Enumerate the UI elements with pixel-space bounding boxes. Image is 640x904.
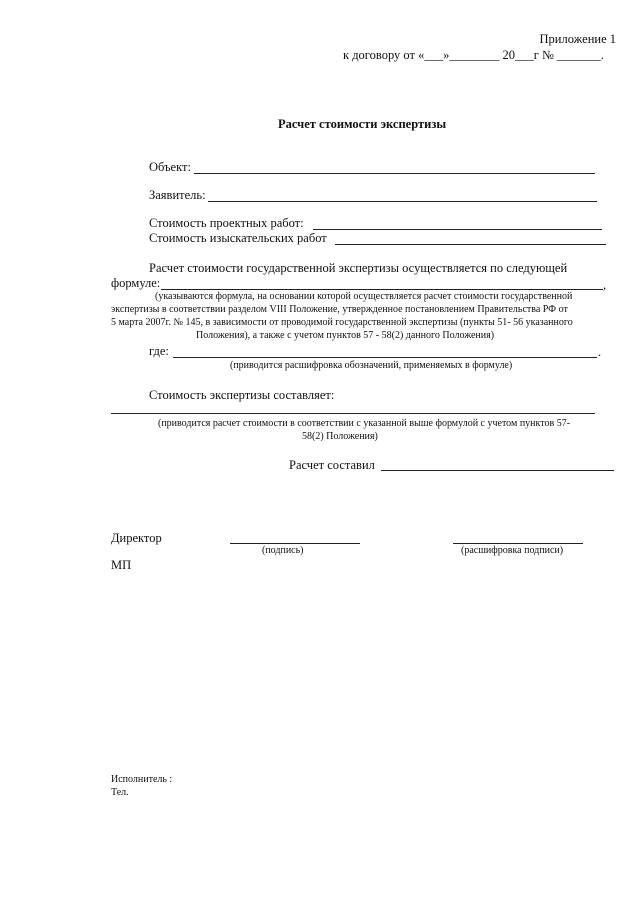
phone-label: Тел.	[111, 787, 129, 798]
where-label: где:	[149, 344, 169, 358]
compiled-by-label: Расчет составил	[289, 458, 375, 472]
formula-note-line2: экспертизы в соответствии разделом VIII Положение, утвержденное постановлением Правительства РФ от	[111, 304, 568, 315]
where-trail-dot: .	[598, 345, 602, 359]
signature-decode-field-line	[453, 543, 583, 544]
cost-label: Стоимость экспертизы составляет:	[149, 388, 335, 402]
compiled-by-field-line	[381, 470, 614, 471]
appendix-label: Приложение 1	[539, 32, 616, 46]
applicant-field-line	[208, 201, 597, 202]
contract-reference: к договору от «___»________ 20___г № _______.	[343, 48, 604, 62]
document-title: Расчет стоимости экспертизы	[278, 117, 447, 131]
director-label: Директор	[111, 531, 162, 545]
formula-intro-line1: Расчет стоимости государственной экспертизы осуществляется по следующей	[149, 261, 568, 275]
project-cost-label: Стоимость проектных работ:	[149, 216, 304, 230]
object-field-line	[194, 173, 595, 174]
applicant-label: Заявитель:	[149, 188, 206, 202]
formula-note-line1: (указываются формула, на основании которой осуществляется расчет стоимости государственной	[155, 291, 573, 302]
signature-decode-caption: (расшифровка подписи)	[461, 545, 564, 556]
stamp-label: МП	[111, 558, 132, 572]
formula-trail-comma: ,	[603, 278, 607, 292]
object-label: Объект:	[149, 160, 191, 174]
project-cost-field-line	[313, 229, 602, 230]
cost-note-line1: (приводится расчет стоимости в соответствии с указанной выше формулой с учетом пунктов 57-	[158, 418, 571, 429]
formula-note-line3: 5 марта 2007г. № 145, в зависимости от проводимой государственной экспертизы (пункты 51- 56 указанного	[111, 317, 573, 328]
signature-caption: (подпись)	[262, 545, 304, 556]
survey-cost-field-line	[335, 244, 606, 245]
cost-note-line2: 58(2) Положения)	[302, 431, 378, 442]
formula-intro-line2: формуле:	[111, 276, 161, 290]
executor-label: Исполнитель :	[111, 774, 173, 785]
signature-field-line	[230, 543, 360, 544]
where-note: (приводится расшифровка обозначений, применяемых в формуле)	[230, 360, 513, 371]
survey-cost-label: Стоимость изыскательских работ	[149, 231, 327, 245]
cost-field-line	[111, 413, 595, 414]
formula-note-line4: Положения), а также с учетом пунктов 57 - 58(2) данного Положения)	[196, 330, 495, 341]
formula-field-line	[161, 289, 603, 290]
where-field-line	[173, 357, 597, 358]
